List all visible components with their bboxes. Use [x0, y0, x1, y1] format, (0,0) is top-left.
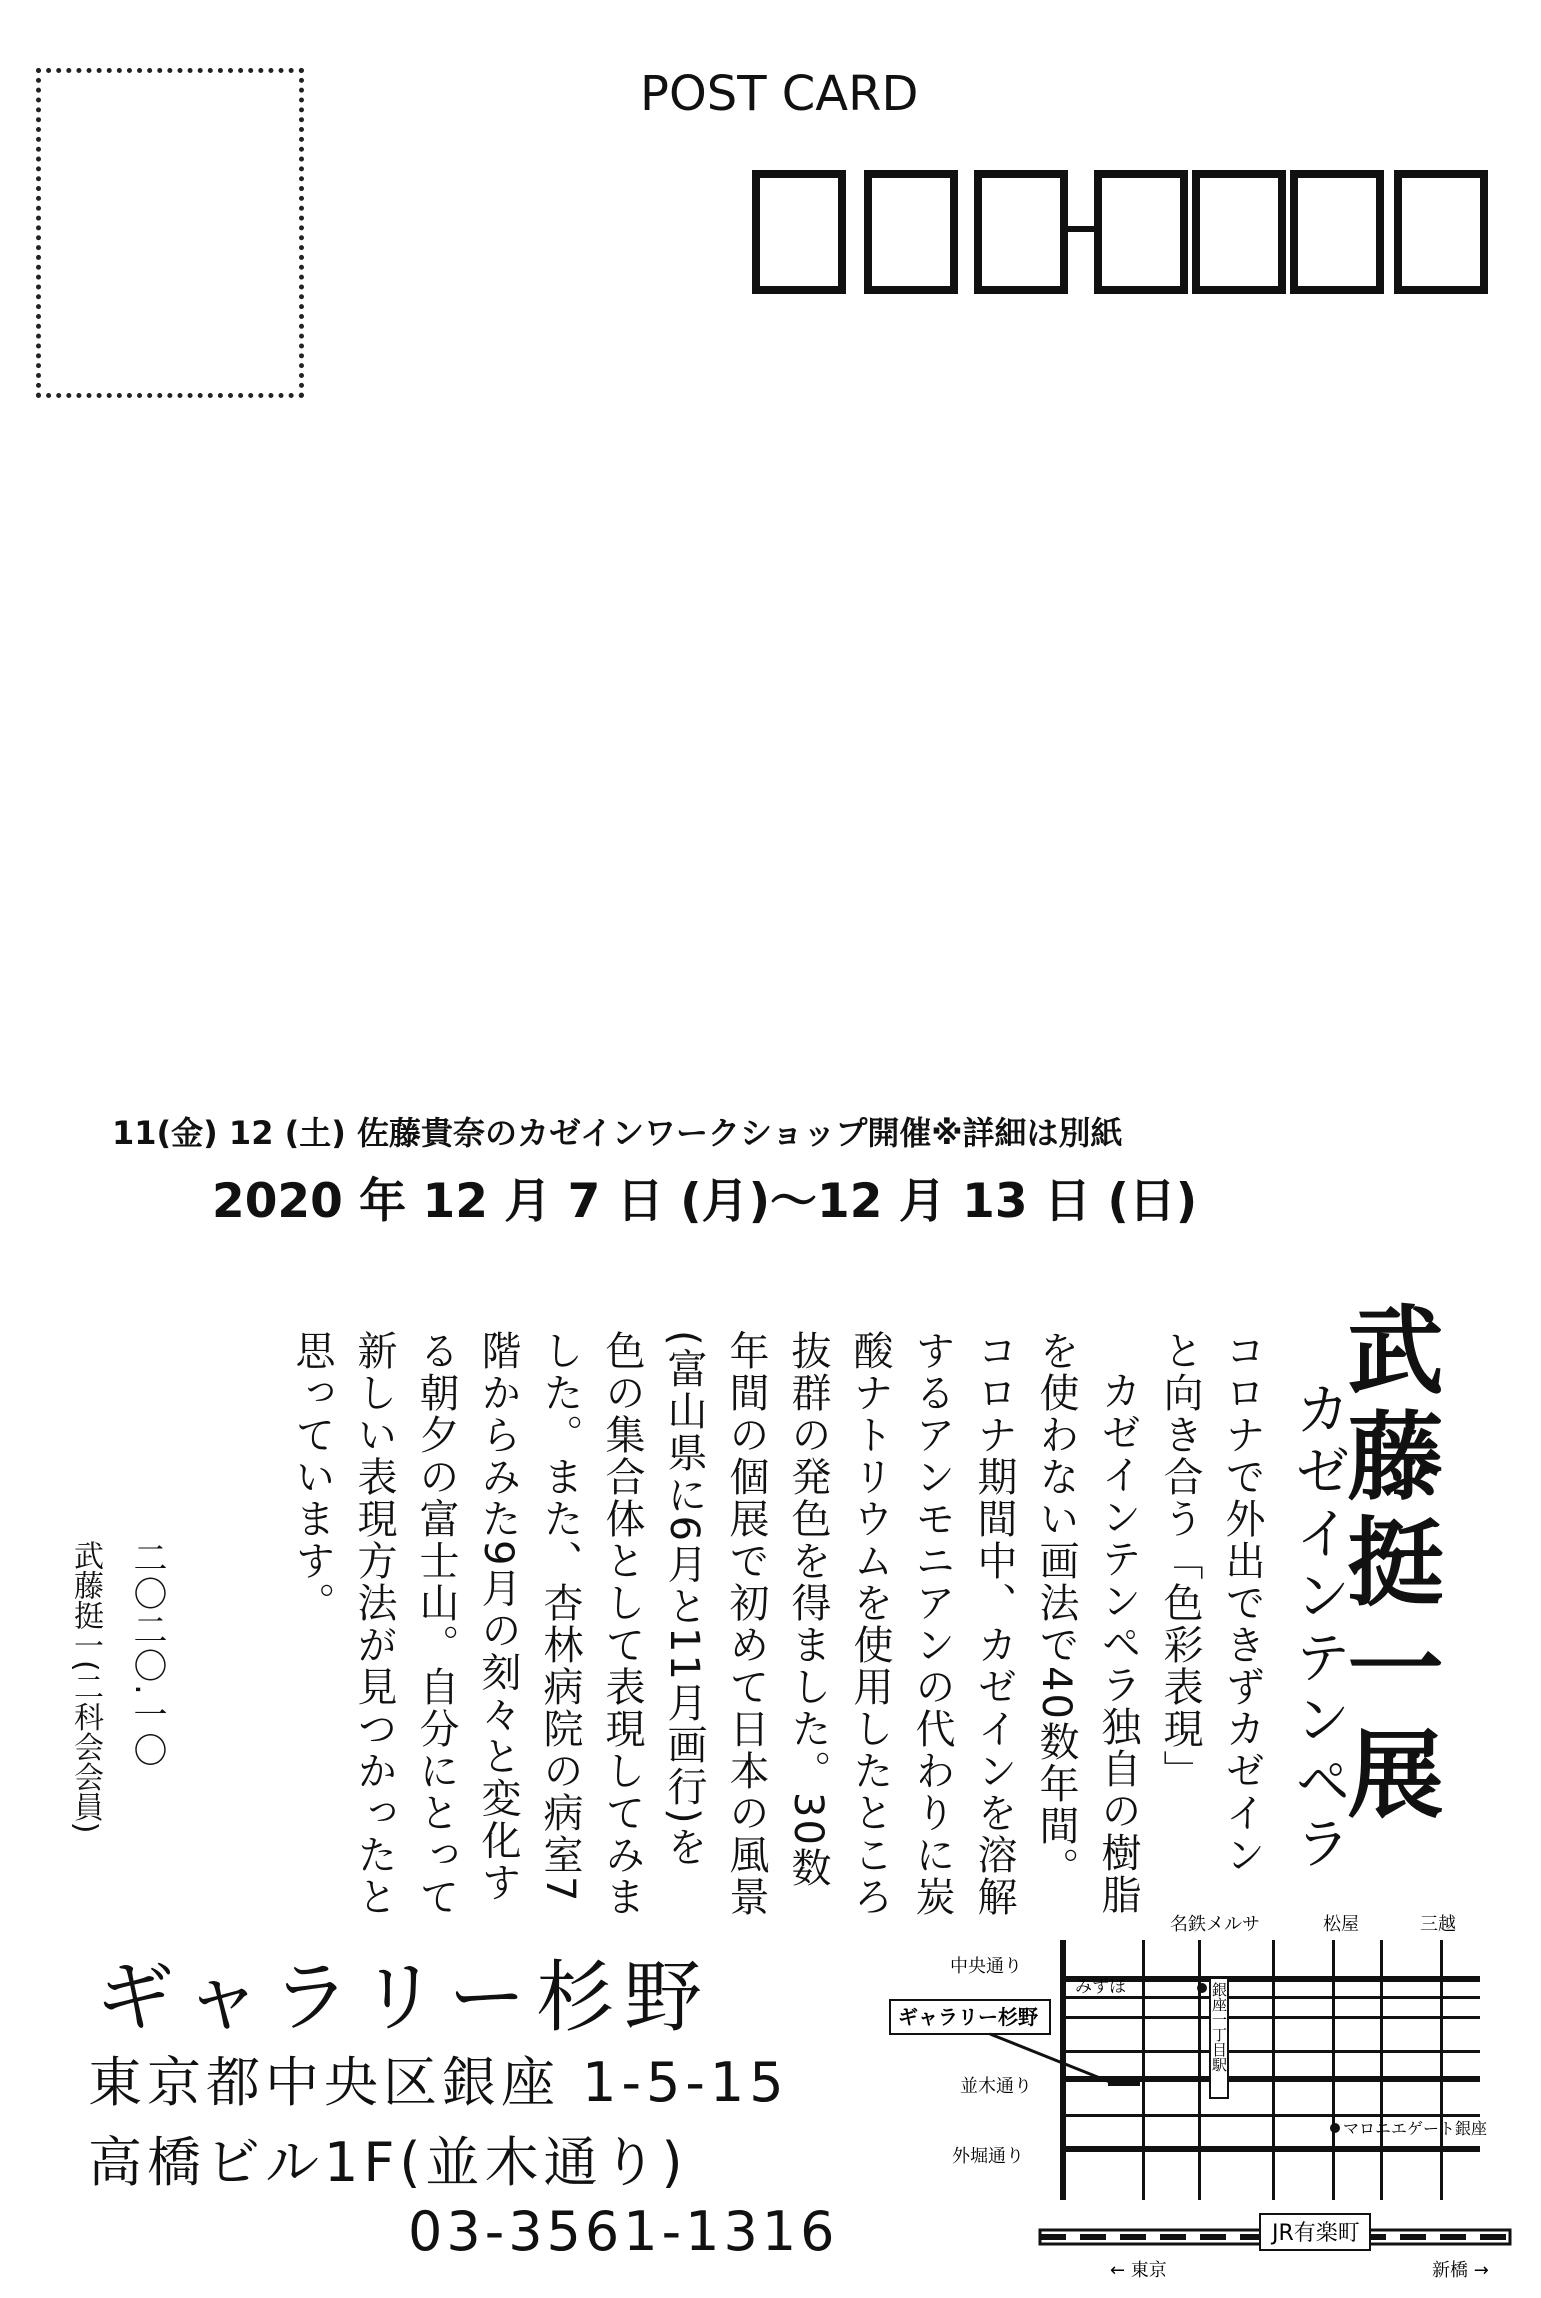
map-vstreet — [1380, 1940, 1383, 2200]
message-line: 抜群の発色を得ました。30数 — [785, 1330, 831, 1889]
map-street-label: 外堀通り — [952, 2146, 1024, 2167]
map-marronnier-label: マロニエゲート銀座 — [1343, 2119, 1488, 2138]
map-vstreet — [1198, 1940, 1201, 2200]
map-right-direction: 新橋 → — [1432, 2260, 1489, 2281]
exhibition-dates: 2020 年 12 月 7 日 (月)〜12 月 13 日 (日) — [212, 1174, 1198, 1229]
map-street-sotobori — [1060, 2146, 1480, 2152]
map-gallery-arrow — [990, 2034, 1110, 2082]
map-vstreet — [1142, 1940, 1145, 2200]
postal-box — [1094, 170, 1188, 294]
gallery-address-line2: 高橋ビル1F(並木通り) — [88, 2131, 688, 2194]
message-line: 新しい表現方法が見つかったと — [351, 1330, 397, 1918]
message-signature: 武藤挺一(二科会会員) — [68, 1540, 103, 1834]
message-line: る朝夕の富士山。自分にとって — [413, 1330, 459, 1918]
map-mizuho-dot — [1197, 1983, 1207, 1993]
message-date: 二〇二〇.一〇 — [127, 1540, 167, 1769]
map-marronnier-dot — [1330, 2123, 1340, 2133]
gallery-address-line1: 東京都中央区銀座 1-5-15 — [88, 2051, 789, 2114]
map-top-label: 松屋 — [1323, 1914, 1359, 1935]
map-jr-label: JR有楽町 — [1272, 2221, 1360, 2246]
map-gallery-label: ギャラリー杉野 — [898, 2005, 1038, 2029]
map-street-label: 並木通り — [960, 2076, 1032, 2097]
message-line: した。また、杏林病院の病室7 — [537, 1330, 583, 1904]
map-street — [1060, 2016, 1480, 2019]
gallery-name: ギャラリー杉野 — [96, 1953, 713, 2043]
message-line: と向き合う「色彩表現」 — [1157, 1330, 1203, 1792]
postal-box — [1192, 170, 1286, 294]
map-vstreet — [1332, 1940, 1335, 2200]
message-line: コロナで外出できずカゼイン — [1219, 1330, 1265, 1876]
map-gallery-location — [1108, 2076, 1140, 2086]
stamp-area — [36, 68, 304, 398]
postal-box — [1394, 170, 1488, 294]
message-line: カゼインテンペラ独自の樹脂 — [1095, 1370, 1141, 1916]
postal-box — [1290, 170, 1384, 294]
map-mizuho-label: みずほ — [1075, 1977, 1126, 1997]
location-map — [880, 1900, 1520, 2285]
map-street — [1060, 2114, 1480, 2117]
map-left-direction: ← 東京 — [1110, 2260, 1167, 2281]
map-street — [1060, 2050, 1480, 2053]
message-line: 色の集合体として表現してみま — [599, 1330, 645, 1918]
map-street-label: 中央通り — [950, 1956, 1022, 1977]
post-card-header: POST CARD — [640, 66, 919, 122]
workshop-notice: 11(金) 12 (土) 佐藤貴奈のカゼインワークショップ開催※詳細は別紙 — [112, 1114, 1123, 1152]
message-line: 年間の個展で初めて日本の風景 — [723, 1330, 769, 1918]
message-line: を使わない画法で40数年間。 — [1033, 1330, 1079, 1889]
map-top-label: 三越 — [1420, 1914, 1456, 1935]
message-line: 階からみた9月の刻々と変化す — [475, 1330, 521, 1904]
map-top-label: 名鉄メルサ — [1170, 1914, 1260, 1935]
postal-dash — [1068, 226, 1096, 232]
message-line: 酸ナトリウムを使用したところ — [847, 1330, 893, 1918]
message-line: するアンモニアンの代わりに炭 — [909, 1330, 955, 1918]
postal-box — [752, 170, 846, 294]
exhibition-subtitle: カゼインテンペラ — [1286, 1380, 1351, 1876]
map-vstreet — [1272, 1940, 1275, 2200]
message-line: (富山県に6月と11月画行)を — [661, 1330, 707, 1868]
map-vstreet — [1440, 1940, 1443, 2200]
exhibition-title: 武藤挺一展 — [1332, 1300, 1445, 1830]
gallery-phone: 03-3561-1316 — [408, 2200, 839, 2263]
map-vstreet — [1060, 1940, 1066, 2200]
postal-box — [864, 170, 958, 294]
message-line: コロナ期間中、カゼインを溶解 — [971, 1330, 1017, 1918]
postal-box — [974, 170, 1068, 294]
message-line: 思っています。 — [289, 1330, 335, 1624]
map-station-label: 銀座一丁目駅 — [1210, 1982, 1228, 2072]
